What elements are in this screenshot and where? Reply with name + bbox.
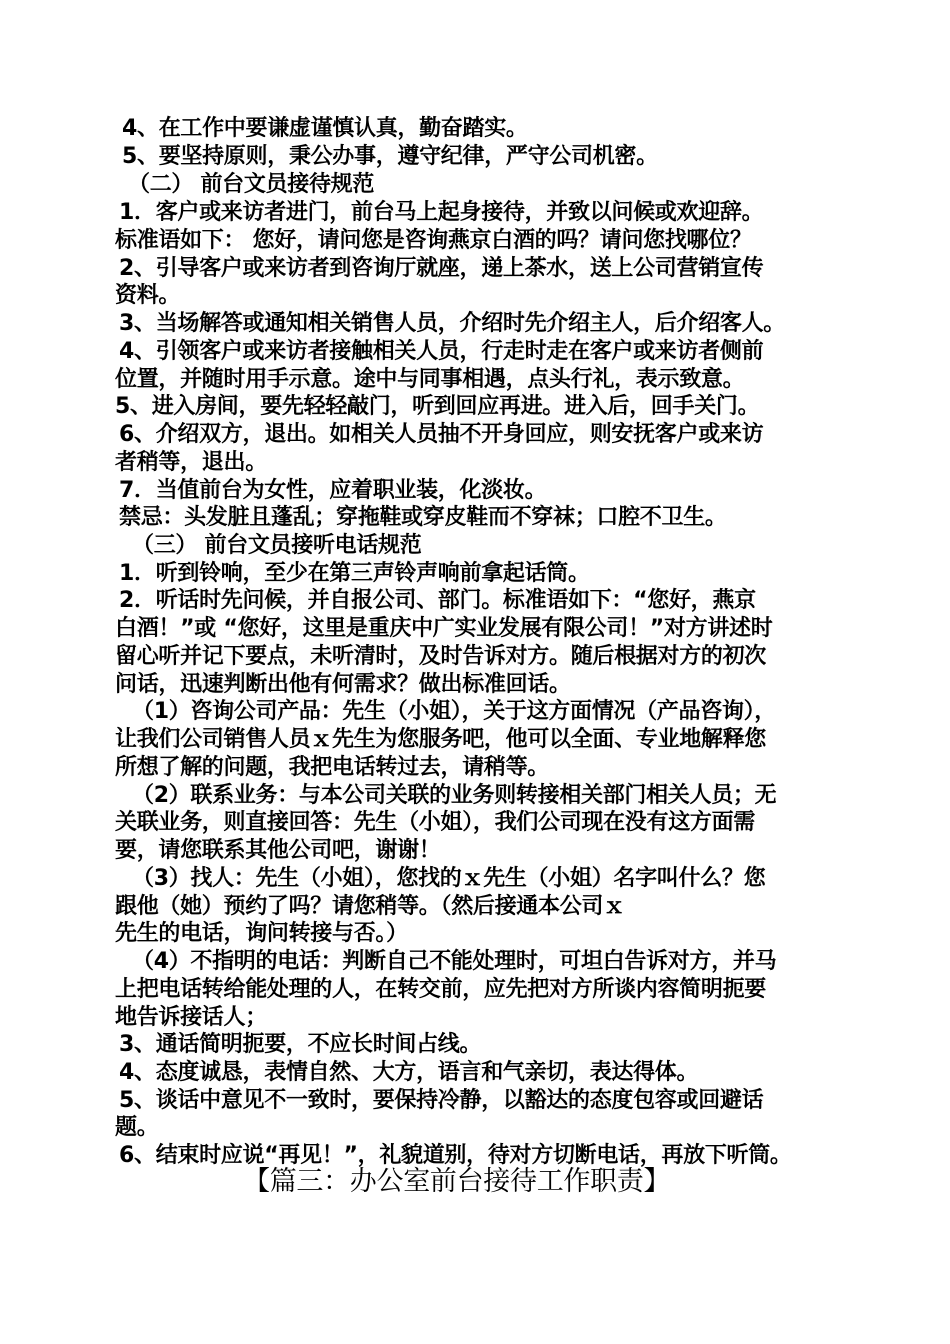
text-line: 白酒！”或 “您好，这里是重庆中广实业发展有限公司！”对方讲述时 bbox=[115, 616, 773, 641]
text-line: 2、引导客户或来访者到咨询厅就座，递上茶水，送上公司营销宣传 bbox=[119, 256, 764, 281]
text-line: 6、介绍双方，退出。如相关人员抽不开身回应，则安抚客户或来访 bbox=[119, 422, 764, 447]
text-line: 留心听并记下要点，未听清时，及时告诉对方。随后根据对方的初次 bbox=[115, 644, 767, 669]
section-title: （三） 前台文员接听电话规范 bbox=[132, 533, 422, 558]
text-line: 禁忌：头发脏且蓬乱；穿拖鞋或穿皮鞋而不穿袜；口腔不卫生。 bbox=[119, 505, 727, 530]
text-line: 问话，迅速判断出他有何需求？做出标准回话。 bbox=[115, 672, 571, 697]
text-line: 资料。 bbox=[115, 283, 181, 308]
text-line: 4、态度诚恳，表情自然、大方，语言和气亲切，表达得体。 bbox=[119, 1060, 699, 1085]
text-line: 2．听话时先问候，并自报公司、部门。标准语如下：“您好，燕京 bbox=[119, 588, 756, 613]
text-line: 关联业务，则直接回答：先生（小姐），我们公司现在没有这方面需 bbox=[115, 810, 756, 835]
text-line: 要，请您联系其他公司吧，谢谢！ bbox=[115, 838, 441, 863]
text-line: 4、在工作中要谦虚谨慎认真，勤奋踏实。 bbox=[122, 116, 528, 141]
text-line: 5、要坚持原则，秉公办事，遵守纪律，严守公司机密。 bbox=[122, 144, 658, 169]
text-line: 跟他（她）预约了吗？请您稍等。（然后接通本公司ｘ bbox=[115, 894, 625, 919]
text-line: 位置，并随时用手示意。途中与同事相遇，点头行礼，表示致意。 bbox=[115, 367, 745, 392]
text-line: 让我们公司销售人员ｘ先生为您服务吧，他可以全面、专业地解释您 bbox=[115, 727, 767, 752]
text-line: 所想了解的问题，我把电话转过去，请稍等。 bbox=[115, 755, 550, 780]
text-line: （3）找人：先生（小姐），您找的ｘ先生（小姐）名字叫什么？您 bbox=[132, 866, 766, 891]
text-line: 5、进入房间，要先轻轻敲门，听到回应再进。进入后，回手关门。 bbox=[115, 394, 760, 419]
text-line: 6、结束时应说“再见！”，礼貌道别，待对方切断电话，再放下听筒。 bbox=[119, 1143, 792, 1168]
text-line: （4）不指明的电话：判断自己不能处理时，可坦白告诉对方，并马 bbox=[132, 949, 777, 974]
text-line: （2）联系业务：与本公司关联的业务则转接相关部门相关人员；无 bbox=[132, 783, 777, 808]
text-line: 5、谈话中意见不一致时，要保持冷静，以豁达的态度包容或回避话 bbox=[119, 1088, 764, 1113]
text-line: 者稍等，退出。 bbox=[115, 450, 267, 475]
text-line: 3、通话简明扼要，不应长时间占线。 bbox=[119, 1032, 482, 1057]
text-line: 标准语如下： 您好，请问您是咨询燕京白酒的吗？请问您找哪位？ bbox=[115, 228, 752, 253]
text-line: 题。 bbox=[115, 1115, 159, 1140]
section-heading: 【篇三：办公室前台接待工作职责】 bbox=[243, 1166, 671, 1197]
text-line: 1．听到铃响，至少在第三声铃声响前拿起话筒。 bbox=[119, 561, 590, 586]
text-line: 地告诉接话人； bbox=[115, 1005, 267, 1030]
text-line: 1．客户或来访者进门，前台马上起身接待，并致以问候或欢迎辞。 bbox=[119, 200, 764, 225]
text-line: 7．当值前台为女性，应着职业装，化淡妆。 bbox=[119, 478, 547, 503]
text-line: 先生的电话，询问转接与否。） bbox=[115, 921, 408, 946]
text-line: 上把电话转给能处理的人，在转交前，应先把对方所谈内容简明扼要 bbox=[115, 977, 767, 1002]
text-line: 3、当场解答或通知相关销售人员，介绍时先介绍主人，后介绍客人。 bbox=[119, 311, 786, 336]
section-title: （二） 前台文员接待规范 bbox=[128, 172, 375, 197]
text-line: 4、引领客户或来访者接触相关人员，行走时走在客户或来访者侧前 bbox=[119, 339, 764, 364]
text-line: （1）咨询公司产品：先生（小姐），关于这方面情况（产品咨询）， bbox=[132, 699, 777, 724]
